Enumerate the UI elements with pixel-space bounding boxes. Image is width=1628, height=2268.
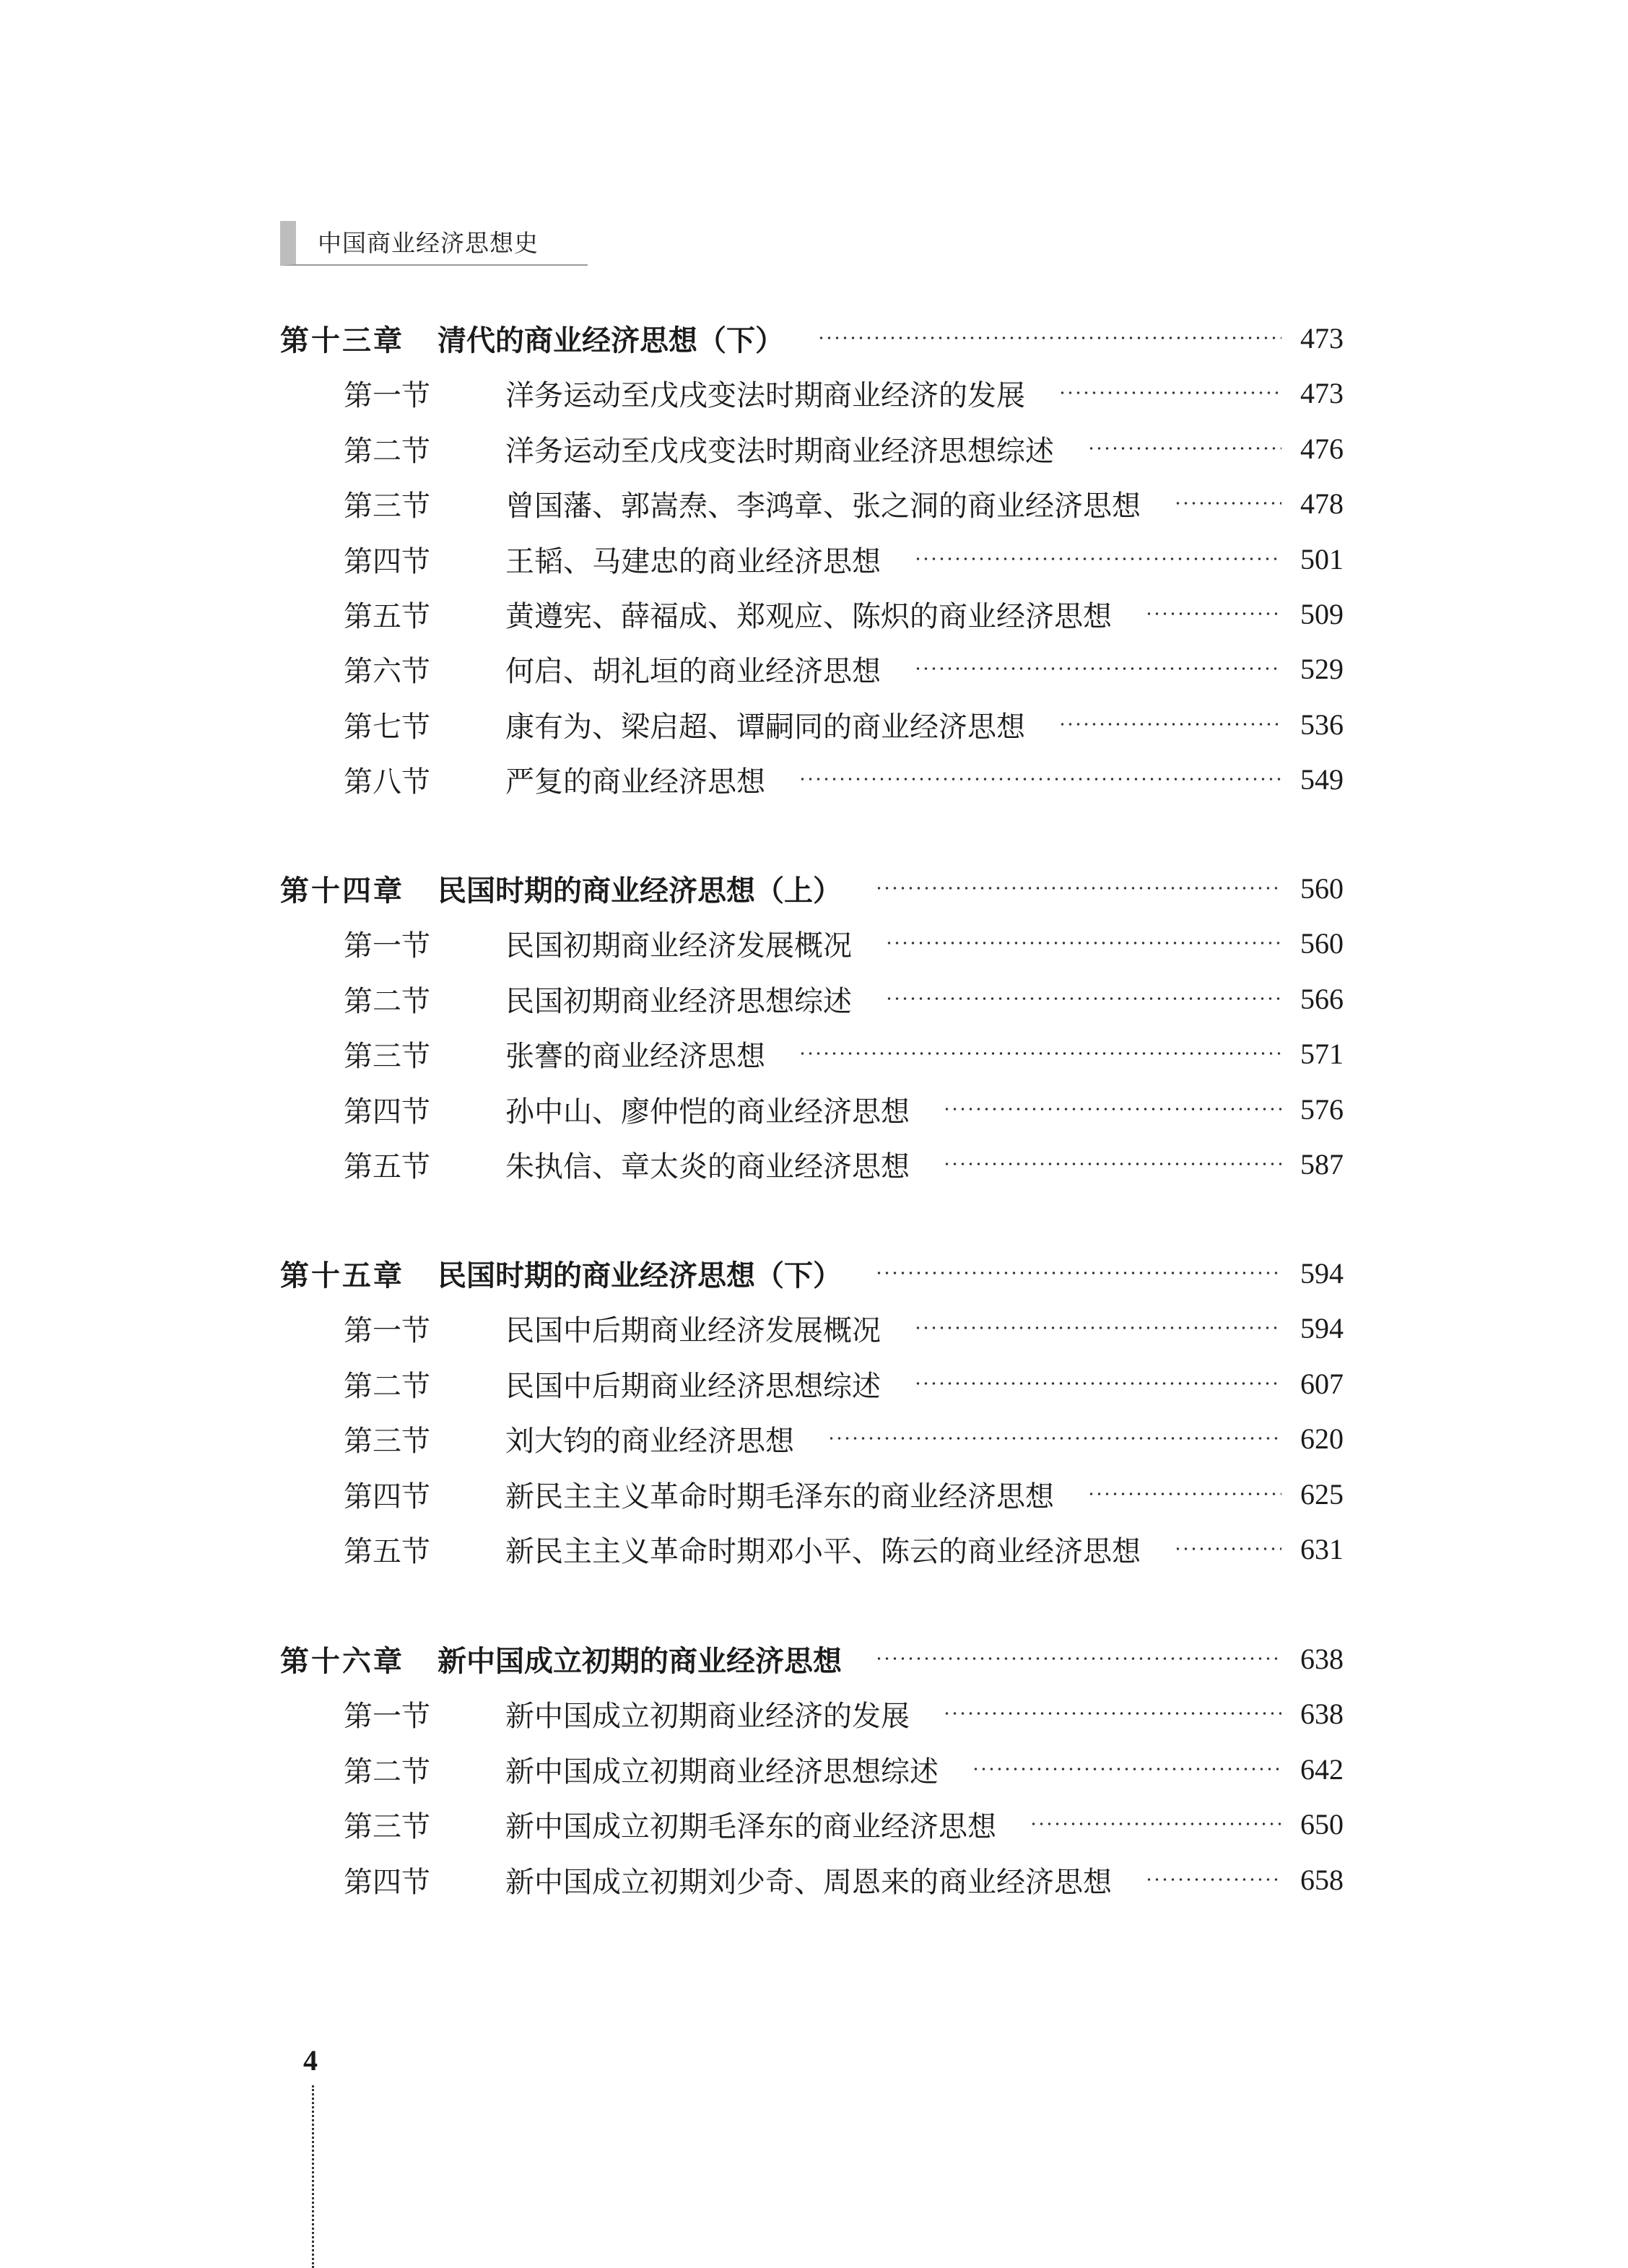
section-entry-number: 第二节	[344, 984, 430, 1018]
chapter-entry-page: 638	[1300, 1642, 1344, 1675]
section-entry-page: 571	[1300, 1037, 1344, 1070]
section-entry-title: 朱执信、章太炎的商业经济思想	[505, 1150, 910, 1183]
section-entry-number: 第七节	[344, 710, 430, 744]
section-entry-number: 第四节	[344, 1095, 430, 1129]
section-entry[interactable]	[344, 1142, 1344, 1186]
section-entry-number: 第四节	[344, 544, 430, 578]
section-entry-title: 新中国成立初期毛泽东的商业经济思想	[505, 1809, 996, 1843]
chapter-entry-number: 第十四章	[280, 874, 404, 908]
section-entry-title: 王韬、马建忠的商业经济思想	[505, 544, 881, 578]
chapter-entry-title: 民国时期的商业经济思想（上）	[438, 874, 842, 908]
chapter-entry-page: 473	[1300, 321, 1344, 355]
section-entry-page: 501	[1300, 542, 1344, 575]
running-header	[280, 221, 588, 266]
section-entry-title: 黄遵宪、薛福成、郑观应、陈炽的商业经济思想	[505, 599, 1112, 633]
dot-leader	[943, 1712, 1281, 1715]
section-entry-title: 新中国成立初期商业经济的发展	[505, 1699, 910, 1733]
chapter-entry-number: 第十三章	[280, 323, 404, 357]
section-entry-page: 642	[1300, 1752, 1344, 1786]
section-entry-number: 第八节	[344, 765, 430, 799]
dot-leader	[1174, 1547, 1281, 1550]
section-entry-title: 洋务运动至戊戌变法时期商业经济的发展	[505, 378, 1025, 412]
section-entry-page: 476	[1300, 432, 1344, 465]
section-entry-title: 严复的商业经济思想	[505, 765, 765, 799]
section-entry-page: 536	[1300, 708, 1344, 741]
chapter-entry-title: 民国时期的商业经济思想（下）	[438, 1259, 842, 1292]
section-entry-title: 民国初期商业经济发展概况	[505, 929, 852, 963]
chapter-entry[interactable]	[280, 1637, 1344, 1680]
section-entry-number: 第五节	[344, 1534, 430, 1568]
dot-leader	[914, 1382, 1281, 1385]
section-entry-page: 638	[1300, 1697, 1344, 1730]
dot-leader	[914, 1326, 1281, 1329]
folio-dotted-rule	[312, 2085, 314, 2268]
section-entry-page: 620	[1300, 1422, 1344, 1455]
section-entry-title: 孙中山、廖仲恺的商业经济思想	[505, 1095, 910, 1129]
dot-leader	[885, 997, 1281, 1000]
section-entry[interactable]	[344, 1472, 1344, 1516]
chapter-entry-number: 第十五章	[280, 1259, 404, 1292]
dot-leader	[1087, 1493, 1281, 1495]
section-entry-page: 529	[1300, 652, 1344, 685]
section-entry-number: 第五节	[344, 1150, 430, 1183]
section-entry[interactable]	[344, 647, 1344, 690]
dot-leader	[1058, 391, 1281, 394]
section-entry-page: 594	[1300, 1311, 1344, 1344]
section-entry-number: 第二节	[344, 1755, 430, 1789]
dot-leader	[914, 557, 1281, 560]
section-entry-number: 第四节	[344, 1480, 430, 1513]
section-entry-title: 张謇的商业经济思想	[505, 1039, 765, 1073]
section-entry[interactable]	[344, 921, 1344, 965]
section-entry-title: 新民主主义革命时期毛泽东的商业经济思想	[505, 1480, 1054, 1513]
dot-leader	[875, 1657, 1281, 1660]
running-header-title: 中国商业经济思想史	[318, 229, 539, 257]
section-entry-number: 第四节	[344, 1865, 430, 1899]
section-entry-page: 560	[1300, 926, 1344, 960]
dot-leader	[1087, 447, 1281, 450]
section-entry[interactable]	[344, 1362, 1344, 1405]
section-entry-number: 第一节	[344, 1313, 430, 1347]
section-entry[interactable]	[344, 703, 1344, 746]
section-entry-page: 549	[1300, 762, 1344, 796]
dot-leader	[1145, 612, 1281, 615]
dot-leader	[817, 336, 1281, 339]
dot-leader	[798, 778, 1281, 781]
dot-leader	[1058, 723, 1281, 726]
section-entry-number: 第五节	[344, 599, 430, 633]
dot-leader	[943, 1108, 1281, 1111]
section-entry[interactable]	[344, 977, 1344, 1020]
dot-leader	[875, 1272, 1281, 1274]
section-entry-page: 658	[1300, 1863, 1344, 1896]
section-entry-title: 康有为、梁启超、谭嗣同的商业经济思想	[505, 710, 1025, 744]
section-entry-page: 566	[1300, 982, 1344, 1015]
chapter-entry[interactable]	[280, 316, 1344, 360]
section-entry-title: 民国中后期商业经济思想综述	[505, 1369, 881, 1403]
section-entry[interactable]	[344, 1087, 1344, 1131]
chapter-entry-page: 594	[1300, 1256, 1344, 1290]
chapter-entry-page: 560	[1300, 872, 1344, 905]
chapter-entry[interactable]	[280, 866, 1344, 910]
section-entry-title: 新中国成立初期刘少奇、周恩来的商业经济思想	[505, 1865, 1112, 1899]
dot-leader	[798, 1052, 1281, 1055]
chapter-entry-title: 新中国成立初期的商业经济思想	[438, 1644, 842, 1678]
section-entry[interactable]	[344, 1417, 1344, 1460]
section-entry-number: 第二节	[344, 434, 430, 468]
section-entry-number: 第六节	[344, 654, 430, 688]
section-entry-page: 473	[1300, 376, 1344, 409]
page-number: 4	[303, 2044, 318, 2077]
section-entry-page: 650	[1300, 1807, 1344, 1841]
dot-leader	[1174, 502, 1281, 505]
section-entry-page: 509	[1300, 597, 1344, 630]
dot-leader	[827, 1437, 1281, 1440]
chapter-entry-number: 第十六章	[280, 1644, 404, 1678]
dot-leader	[1030, 1822, 1281, 1825]
section-entry-title: 民国初期商业经济思想综述	[505, 984, 852, 1018]
section-entry-title: 新中国成立初期商业经济思想综述	[505, 1755, 939, 1789]
dot-leader	[885, 942, 1281, 944]
section-entry[interactable]	[344, 1527, 1344, 1570]
dot-leader	[943, 1163, 1281, 1165]
section-entry[interactable]	[344, 1306, 1344, 1350]
chapter-entry-title: 清代的商业经济思想（下）	[438, 323, 784, 357]
section-entry-page: 576	[1300, 1092, 1344, 1126]
section-entry-number: 第一节	[344, 378, 430, 412]
section-entry[interactable]	[344, 757, 1344, 801]
section-entry-title: 何启、胡礼垣的商业经济思想	[505, 654, 881, 688]
section-entry[interactable]	[344, 1858, 1344, 1901]
dot-leader	[914, 667, 1281, 670]
section-entry[interactable]	[344, 1802, 1344, 1846]
section-entry[interactable]	[344, 1747, 1344, 1791]
section-entry-number: 第三节	[344, 489, 430, 523]
section-entry-number: 第三节	[344, 1039, 430, 1073]
section-entry[interactable]	[344, 537, 1344, 581]
section-entry-number: 第三节	[344, 1809, 430, 1843]
dot-leader	[972, 1768, 1281, 1770]
section-entry-title: 洋务运动至戊戌变法时期商业经济思想综述	[505, 434, 1054, 468]
section-entry-page: 587	[1300, 1147, 1344, 1181]
section-entry-title: 新民主主义革命时期邓小平、陈云的商业经济思想	[505, 1534, 1141, 1568]
section-entry[interactable]	[344, 1692, 1344, 1735]
section-entry[interactable]	[344, 592, 1344, 635]
section-entry[interactable]	[344, 1032, 1344, 1075]
section-entry-page: 625	[1300, 1477, 1344, 1511]
section-entry-number: 第一节	[344, 1699, 430, 1733]
section-entry-title: 刘大钧的商业经济思想	[505, 1424, 794, 1458]
section-entry-number: 第一节	[344, 929, 430, 963]
section-entry-page: 607	[1300, 1367, 1344, 1400]
section-entry-page: 478	[1300, 487, 1344, 520]
section-entry[interactable]	[344, 482, 1344, 525]
dot-leader	[1145, 1878, 1281, 1881]
section-entry[interactable]	[344, 427, 1344, 470]
section-entry-number: 第三节	[344, 1424, 430, 1458]
section-entry-page: 631	[1300, 1532, 1344, 1565]
section-entry-number: 第二节	[344, 1369, 430, 1403]
section-entry-title: 曾国藩、郭嵩焘、李鸿章、张之洞的商业经济思想	[505, 489, 1141, 523]
section-entry-title: 民国中后期商业经济发展概况	[505, 1313, 881, 1347]
chapter-entry[interactable]	[280, 1251, 1344, 1295]
dot-leader	[875, 887, 1281, 890]
section-entry[interactable]	[344, 371, 1344, 414]
